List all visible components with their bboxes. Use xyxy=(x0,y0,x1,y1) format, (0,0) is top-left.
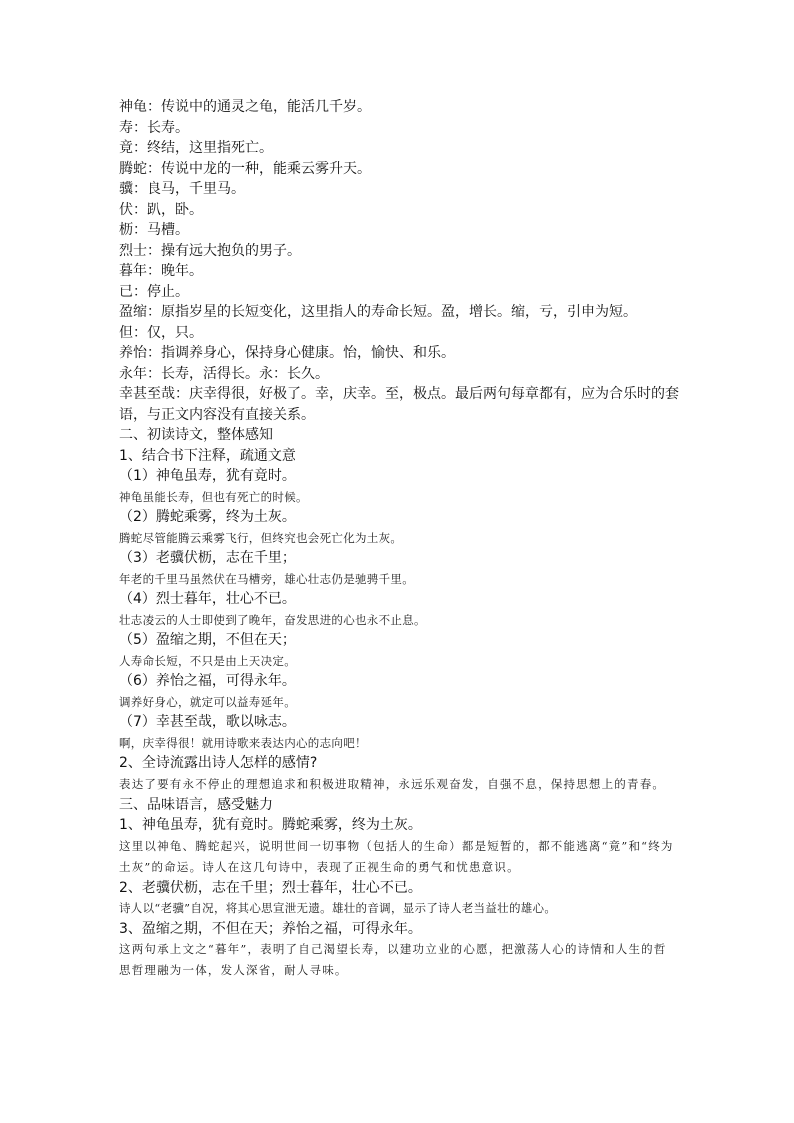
glossary-entry: 幸甚至哉：庆幸得很，好极了。幸，庆幸。至，极点。最后两句每章都有，应为合乐时的套语，与正文内容没有直接关系。 xyxy=(119,386,679,423)
document-page xyxy=(119,97,679,981)
verse-line: （7）幸甚至哉，歌以咏志。 xyxy=(119,714,296,730)
verse-translation: 壮志凌云的人士即使到了晚年，奋发思进的心也永不止息。 xyxy=(119,612,426,627)
verse-line: （3）老骥伏枥，志在千里； xyxy=(119,550,296,566)
glossary-entry: 盈缩：原指岁星的长短变化，这里指人的寿命长短。盈，增长。缩，亏，引申为短。 xyxy=(119,304,637,320)
glossary-entry: 骥：良马，千里马。 xyxy=(119,181,245,197)
glossary-entry: 寿：长寿。 xyxy=(119,119,189,136)
analysis-note: 这里以神龟、腾蛇起兴，说明世间一切事物（包括人的生命）都是短暂的，都不能逃离“竟”和“终为土灰”的命运。诗人在这几句诗中，表现了正视生命的勇气和忧患意识。 xyxy=(119,838,674,874)
glossary-entry: 但：仅，只。 xyxy=(119,324,203,341)
analysis-title: 1、神龟虽寿，犹有竟时。腾蛇乘雾，终为土灰。 xyxy=(119,817,422,833)
verse-translation: 腾蛇尽管能腾云乘雾飞行，但终究也会死亡化为土灰。 xyxy=(119,530,403,545)
question-title: 2、全诗流露出诗人怎样的感情? xyxy=(119,755,318,771)
answer-note: 表达了要有永不停止的理想追求和积极进取精神，永远乐观奋发，自强不息，保持思想上的青春。 xyxy=(119,776,666,791)
question-title: 1、结合书下注释，疏通文意 xyxy=(119,447,296,464)
section-heading: 三、品味语言，感受魅力 xyxy=(119,796,273,813)
glossary-entry: 腾蛇：传说中龙的一种，能乘云雾升天。 xyxy=(119,160,371,177)
section-heading: 二、初读诗文，整体感知 xyxy=(119,427,273,443)
glossary-entry: 暮年：晚年。 xyxy=(119,263,203,279)
verse-line: （1）神龟虽寿，犹有竟时。 xyxy=(119,468,296,484)
analysis-note: 这两句承上文之“暮年”，表明了自己渴望长寿，以建功立业的心愿，把激荡人心的诗情和人生的哲思哲理融为一体，发人深省，耐人寻味。 xyxy=(119,942,667,977)
verse-translation: 人寿命长短，不只是由上天决定。 xyxy=(119,653,296,668)
glossary-entry: 竟：终结，这里指死亡。 xyxy=(119,140,273,156)
verse-line: （2）腾蛇乘雾，终为土灰。 xyxy=(119,509,296,525)
analysis-note: 诗人以“老骥”自况，将其心思宣泄无遗。雄壮的音调，显示了诗人老当益壮的雄心。 xyxy=(119,901,557,915)
verse-translation: 年老的千里马虽然伏在马槽旁，雄心壮志仍是驰骋千里。 xyxy=(119,571,414,586)
verse-line: （5）盈缩之期，不但在天； xyxy=(119,632,296,648)
analysis-title: 2、老骥伏枥，志在千里；烈士暮年，壮心不已。 xyxy=(119,879,422,896)
glossary-entry: 神龟：传说中的通灵之龟，能活几千岁。 xyxy=(119,99,371,115)
verse-translation: 神龟虽能长寿，但也有死亡的时候。 xyxy=(119,489,308,504)
glossary-entry: 永年：长寿，活得长。永：长久。 xyxy=(119,365,329,382)
glossary-entry: 养怡：指调养身心，保持身心健康。怡，愉快、和乐。 xyxy=(119,345,455,361)
glossary-entry: 已：停止。 xyxy=(119,283,189,300)
verse-translation: 调养好身心，就定可以益寿延年。 xyxy=(119,694,296,709)
verse-line: （6）养怡之福，可得永年。 xyxy=(119,673,296,689)
analysis-title: 3、盈缩之期，不但在天；养怡之福，可得永年。 xyxy=(119,920,422,937)
glossary xyxy=(119,97,679,425)
glossary-entry: 伏：趴，卧。 xyxy=(119,201,203,218)
glossary-entry: 枥：马槽。 xyxy=(119,222,189,238)
verse-translation: 啊，庆幸得很！就用诗歌来表达内心的志向吧！ xyxy=(119,735,367,750)
glossary-entry: 烈士：操有远大抱负的男子。 xyxy=(119,242,301,259)
verse-line: （4）烈士暮年，壮心不已。 xyxy=(119,591,296,607)
